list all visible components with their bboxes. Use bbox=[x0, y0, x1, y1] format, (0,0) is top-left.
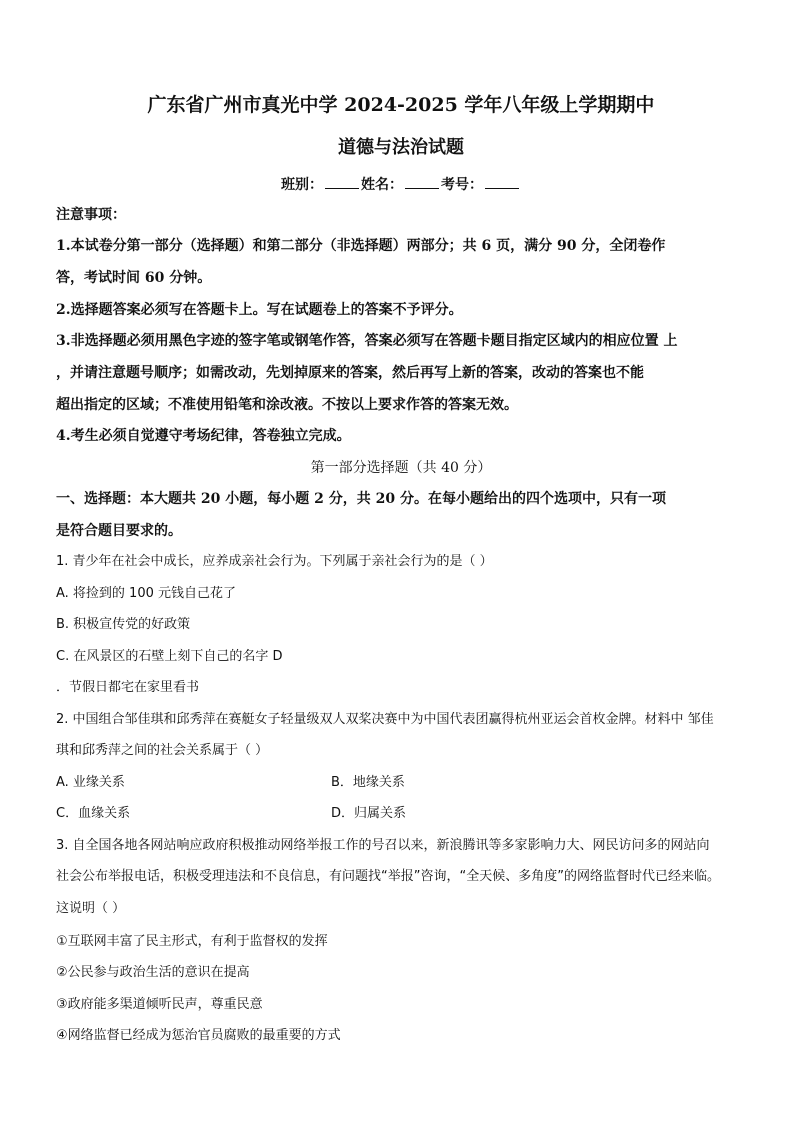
question-3-statement: ④网络监督已经成为惩治官员腐败的最重要的方式 bbox=[56, 1028, 341, 1043]
question-3-stem: 这说明（ ） bbox=[56, 901, 126, 916]
question-2-option-b: B．地缘关系 bbox=[331, 775, 405, 790]
class-label: 班别： bbox=[281, 177, 323, 193]
question-2-option-c: C．血缘关系 bbox=[56, 806, 131, 821]
class-blank bbox=[325, 174, 359, 189]
name-label: 姓名： bbox=[361, 177, 403, 193]
question-1-stem: 1. 青少年在社会中成长，应养成亲社会行为。下列属于亲社会行为的是（ ） bbox=[56, 554, 493, 569]
id-label: 考号： bbox=[441, 177, 483, 193]
exam-subtitle: 道德与法治试题 bbox=[338, 137, 464, 158]
notice-item: 2.选择题答案必须写在答题卡上。写在试题卷上的答案不予评分。 bbox=[56, 302, 463, 318]
question-2-stem: 2. 中国组合邹佳琪和邱秀萍在赛艇女子轻量级双人双桨决赛中为中国代表团赢得杭州亚运会首枚金牌。材料中 邹佳 bbox=[56, 712, 714, 727]
question-3-stem: 3. 自全国各地各网站响应政府积极推动网络举报工作的号召以来，新浪腾讯等多家影响力大、网民访问多的网站向 bbox=[56, 838, 710, 853]
notice-item: 4.考生必须自觉遵守考场纪律，答卷独立完成。 bbox=[56, 428, 351, 444]
notice-item: 答，考试时间 60 分钟。 bbox=[56, 270, 212, 286]
question-3-statement: ②公民参与政治生活的意识在提高 bbox=[56, 965, 250, 980]
question-3-statement: ③政府能多渠道倾听民声，尊重民意 bbox=[56, 997, 263, 1012]
question-2-option-row bbox=[56, 773, 405, 793]
question-2-option-row bbox=[56, 804, 407, 824]
name-blank bbox=[405, 174, 439, 189]
notice-item: 超出指定的区域；不准使用铅笔和涂改液。不按以上要求作答的答案无效。 bbox=[56, 397, 518, 413]
section-instructions: 是符合题目要求的。 bbox=[56, 523, 182, 539]
notice-heading: 注意事项： bbox=[56, 207, 126, 223]
notice-item: 3.非选择题必须用黑色字迹的签字笔或钢笔作答，答案必须写在答题卡题目指定区域内的相应位置 上 bbox=[56, 333, 678, 349]
question-2-option-a: A. 业缘关系 bbox=[56, 775, 125, 790]
notice-item: ，并请注意题号顺序；如需改动，先划掉原来的答案，然后再写上新的答案，改动的答案也不能 bbox=[56, 365, 644, 381]
id-blank bbox=[485, 174, 519, 189]
question-1-option-b: B. 积极宣传党的好政策 bbox=[56, 617, 191, 632]
question-3-statement: ①互联网丰富了民主形式，有利于监督权的发挥 bbox=[56, 934, 328, 949]
question-1-option-a: A. 将捡到的 100 元钱自己花了 bbox=[56, 586, 237, 601]
question-1-option-c: C. 在风景区的石壁上刻下自己的名字 D bbox=[56, 649, 283, 664]
section-instructions: 一、选择题：本大题共 20 小题，每小题 2 分，共 20 分。在每小题给出的四个选项中，只有一项 bbox=[56, 491, 666, 507]
question-1-option-d: ．节假日都宅在家里看书 bbox=[56, 680, 200, 695]
question-2-option-d: D．归属关系 bbox=[331, 806, 407, 821]
question-2-stem: 琪和邱秀萍之间的社会关系属于（ ） bbox=[56, 743, 269, 758]
student-info-line bbox=[56, 174, 746, 195]
question-3-stem: 社会公布举报电话，积极受理违法和不良信息，有问题找“举报”咨询，“全天候、多角度”的网络监督时代已经来临。 bbox=[56, 869, 720, 884]
notice-item: 1.本试卷分第一部分（选择题）和第二部分（非选择题）两部分；共 6 页，满分 90 分，全闭卷作 bbox=[56, 238, 666, 254]
part1-heading: 第一部分选择题（共 40 分） bbox=[310, 460, 492, 476]
exam-title: 广东省广州市真光中学 2024-2025 学年八年级上学期期中 bbox=[147, 94, 655, 116]
